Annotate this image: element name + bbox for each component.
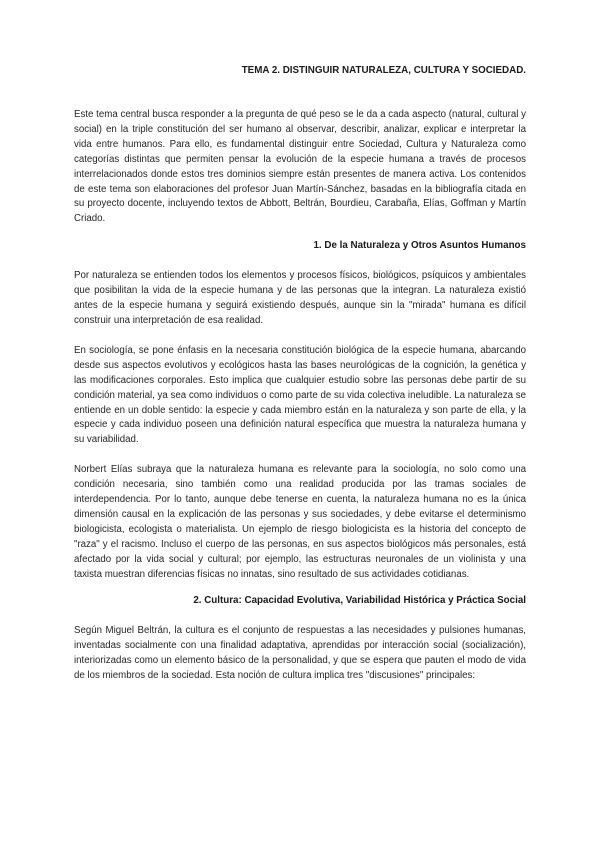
naturaleza-paragraph-2: En sociología, se pone énfasis en la necesaria constitución biológica de la especie humana, abarcando desde sus aspectos evolutivos y ecológicos hasta las bases neurológicas de la cognición, la genética y las modificaciones corporales. Esto implica que cualquier estudio sobre las personas debe partir de su condición material, ya sea como individuos o como parte de su vida colectiva ineludible. La naturaleza se entiende en un doble sentido: la especie y cada miembro están en la naturaleza y son parte de ella, y la especie y cada individuo poseen una definición natural específica que muestra la naturaleza humana y su variabilidad. [74,344,526,446]
section-heading-naturaleza: 1. De la Naturaleza y Otros Asuntos Humanos [313,240,526,252]
cultura-paragraph-1: Según Miguel Beltrán, la cultura es el conjunto de respuestas a las necesidades y pulsiones humanas, inventadas socialmente con una finalidad adaptativa, aprendidas por interacción social (socialización), interiorizadas como un elemento básico de la personalidad, y que se espera que pauten el modo de vida de los miembros de la sociedad. Esta noción de cultura implica tres "discusiones" principales: [74,625,526,682]
section-heading-cultura: 2. Cultura: Capacidad Evolutiva, Variabilidad Histórica y Práctica Social [193,595,526,607]
document-page [74,64,526,684]
document-title: TEMA 2. DISTINGUIR NATURALEZA, CULTURA Y SOCIEDAD. [241,65,526,76]
naturaleza-paragraph-1: Por naturaleza se entienden todos los elementos y procesos físicos, biológicos, psíquicos y ambientales que posibilitan la vida de la especie humana y de las personas que la integran. La naturaleza existió antes de la especie humana y seguirá existiendo después, aunque sin la "mirada" humana es difícil construir una interpretación de esa realidad. [74,270,526,326]
naturaleza-paragraph-3: Norbert Elías subraya que la naturaleza humana es relevante para la sociología, no solo como una condición necesaria, sino también como una realidad producida por las tramas sociales de interdependencia. Por lo tanto, aunque debe tenerse en cuenta, la naturaleza humana no es la única dimensión causal en la explicación de las personas y sus sociedades, y debe evitarse el determinismo biologicista, ecologista o materialista. Un ejemplo de riesgo biologicista es la historia del concepto de "raza" y el racismo. Incluso el cuerpo de las personas, en sus aspectos biológicos más personales, está afectado por la vida social y cultural; por ejemplo, las estructuras neuronales de un violinista y una taxista muestran diferencias físicas no innatas, sino resultado de sus actividades cotidianas. [74,464,526,580]
intro-paragraph: Este tema central busca responder a la pregunta de qué peso se le da a cada aspecto (natural, cultural y social) en la triple constitución del ser humano al observar, describir, analizar, explicar e interpretar la vida entre humanos. Para ello, es fundamental distinguir entre Sociedad, Cultura y Naturaleza como categorías distintas que permiten pensar la evolución de la especie humana a través de procesos interrelacionados donde estos tres dominios siempre están presentes de manera activa. Los contenidos de este tema son elaboraciones del profesor Juan Martín-Sánchez, basadas en la bibliografía citada en su proyecto docente, incluyendo textos de Abbott, Beltrán, Bourdieu, Carabaña, Elías, Goffman y Martín Criado. [74,109,526,225]
